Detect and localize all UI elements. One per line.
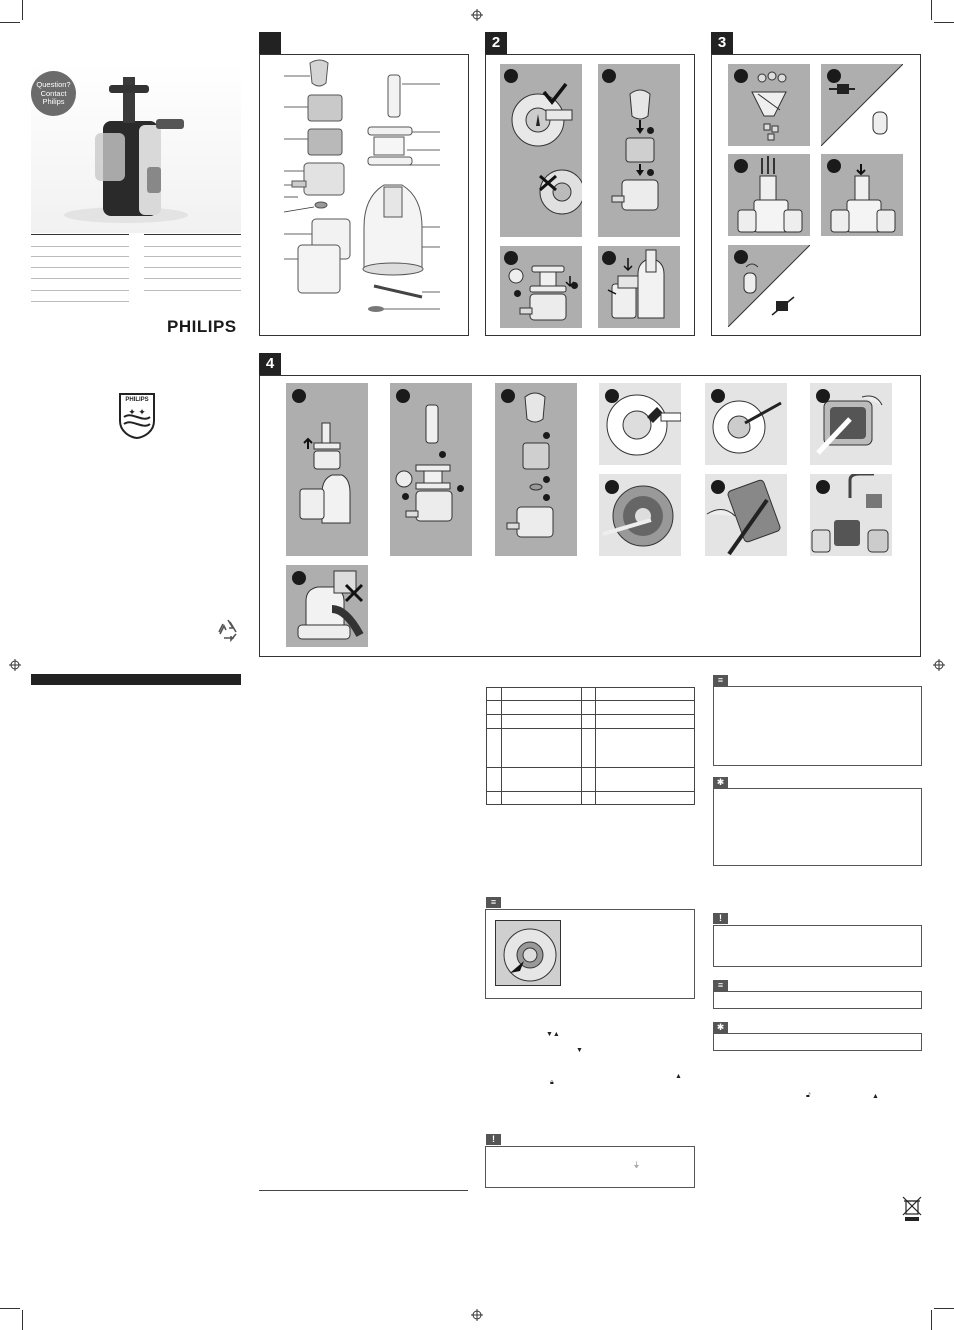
step-marker (816, 389, 830, 403)
registration-mark-icon (471, 1309, 483, 1321)
parts-table (486, 687, 695, 805)
tip-icon: ✱ (713, 777, 728, 788)
step-4-8-illustration (705, 474, 787, 556)
step-2-3-illustration (500, 246, 582, 328)
tip-box (713, 788, 922, 866)
step-3-1-illustration (728, 64, 810, 146)
language-divider (144, 267, 241, 268)
step-marker (711, 389, 725, 403)
note-icon: ≡ (713, 980, 728, 991)
step-2-4-illustration (598, 246, 680, 328)
crop-mark-bottom-right (931, 1310, 932, 1330)
arrow-up-icon: ▲ (675, 1073, 682, 1080)
lock-icon: 🔒︎ (550, 1079, 554, 1086)
step-marker (602, 69, 616, 83)
step-4-10-illustration (286, 565, 368, 647)
section-2-number: 2 (485, 32, 507, 54)
step-marker (504, 69, 518, 83)
step-marker (543, 494, 550, 501)
registration-mark-icon (9, 659, 21, 671)
step-2-2-illustration (598, 64, 680, 237)
language-divider (31, 234, 129, 235)
section-4-number: 4 (259, 353, 281, 375)
language-divider (144, 246, 241, 247)
step-marker (827, 159, 841, 173)
question-badge (31, 71, 76, 116)
step-4-9-illustration (810, 474, 892, 556)
step-marker (602, 251, 616, 265)
step-marker (292, 389, 306, 403)
weee-crossed-bin-icon (902, 1196, 922, 1222)
language-divider (144, 278, 241, 279)
step-marker (647, 127, 654, 134)
language-divider (144, 290, 241, 291)
step-3-2-illustration (821, 64, 903, 146)
badge-line: Contact (40, 88, 67, 98)
crop-mark-top-right (934, 22, 954, 23)
step-marker (439, 451, 446, 458)
step-marker (734, 250, 748, 264)
step-3-3-illustration (728, 154, 810, 236)
crop-mark-top-left (22, 0, 23, 20)
step-marker (571, 282, 578, 289)
plug-icon: ⏚ (633, 1162, 640, 1169)
language-divider (144, 256, 241, 257)
step-3-5-illustration (728, 245, 810, 327)
registration-mark-icon (933, 659, 945, 671)
philips-wordmark: PHILIPS (167, 317, 237, 336)
badge-line: Question? (36, 80, 71, 89)
step-3-4-illustration (821, 154, 903, 236)
step-2-1-illustration (500, 64, 582, 237)
step-4-3-illustration (495, 383, 577, 556)
caution-box (713, 925, 922, 967)
step-marker (605, 389, 619, 403)
step-marker (734, 159, 748, 173)
recycle-icon (216, 618, 240, 642)
caution-box (485, 1146, 695, 1188)
step-4-2-illustration (390, 383, 472, 556)
step-marker (396, 389, 410, 403)
step-4-4-illustration (599, 383, 681, 465)
step-4-6-illustration (810, 383, 892, 465)
language-divider (31, 290, 129, 291)
step-marker (647, 169, 654, 176)
section-1-parts-illustration (262, 57, 466, 333)
step-marker (711, 480, 725, 494)
badge-line: Philips (42, 97, 65, 106)
step-marker (514, 290, 521, 297)
arrow-down-icon: ▼ (576, 1047, 583, 1054)
language-divider (31, 278, 129, 279)
step-marker (816, 480, 830, 494)
language-divider (31, 267, 129, 268)
section-3-number: 3 (711, 32, 733, 54)
section-1-number: 1 (259, 32, 281, 54)
column-footer-rule (259, 1190, 468, 1191)
step-marker (292, 571, 306, 585)
crop-mark-bottom-left (22, 1310, 23, 1330)
tip-box (713, 1033, 922, 1051)
philips-shield-logo (119, 393, 155, 439)
step-4-1-illustration (286, 383, 368, 556)
language-divider (31, 256, 129, 257)
step-4-7-illustration (599, 474, 681, 556)
note-icon: ≡ (713, 675, 728, 686)
language-divider (144, 234, 241, 235)
step-marker (402, 493, 409, 500)
step-marker (543, 432, 550, 439)
left-black-bar (31, 674, 241, 685)
tip-icon: ✱ (713, 1022, 728, 1033)
shield-wordmark: PHILIPS (125, 397, 149, 403)
step-4-5-illustration (705, 383, 787, 465)
arrow-up-down-icon: ▼▲ (546, 1031, 560, 1038)
language-divider (31, 246, 129, 247)
step-marker (734, 69, 748, 83)
caution-icon: ! (486, 1134, 501, 1145)
registration-mark-icon (471, 9, 483, 21)
crop-mark-bottom-left (0, 1308, 20, 1309)
crop-mark-bottom-right (934, 1308, 954, 1309)
svg-text:✦ ✦: ✦ ✦ (128, 407, 146, 417)
arrow-up-icon: ▲ (872, 1093, 879, 1100)
note-icon: ≡ (486, 897, 501, 908)
note-photo (495, 920, 561, 986)
crop-mark-top-left (0, 22, 20, 23)
unlock-icon: 🔓︎ (806, 1092, 811, 1099)
note-box (713, 686, 922, 766)
note-box (713, 991, 922, 1009)
step-marker (501, 389, 515, 403)
step-marker (543, 476, 550, 483)
step-marker (605, 480, 619, 494)
step-marker (504, 251, 518, 265)
step-marker (827, 69, 841, 83)
step-marker (457, 485, 464, 492)
caution-icon: ! (713, 913, 728, 924)
crop-mark-top-right (931, 0, 932, 20)
language-divider (31, 301, 129, 302)
